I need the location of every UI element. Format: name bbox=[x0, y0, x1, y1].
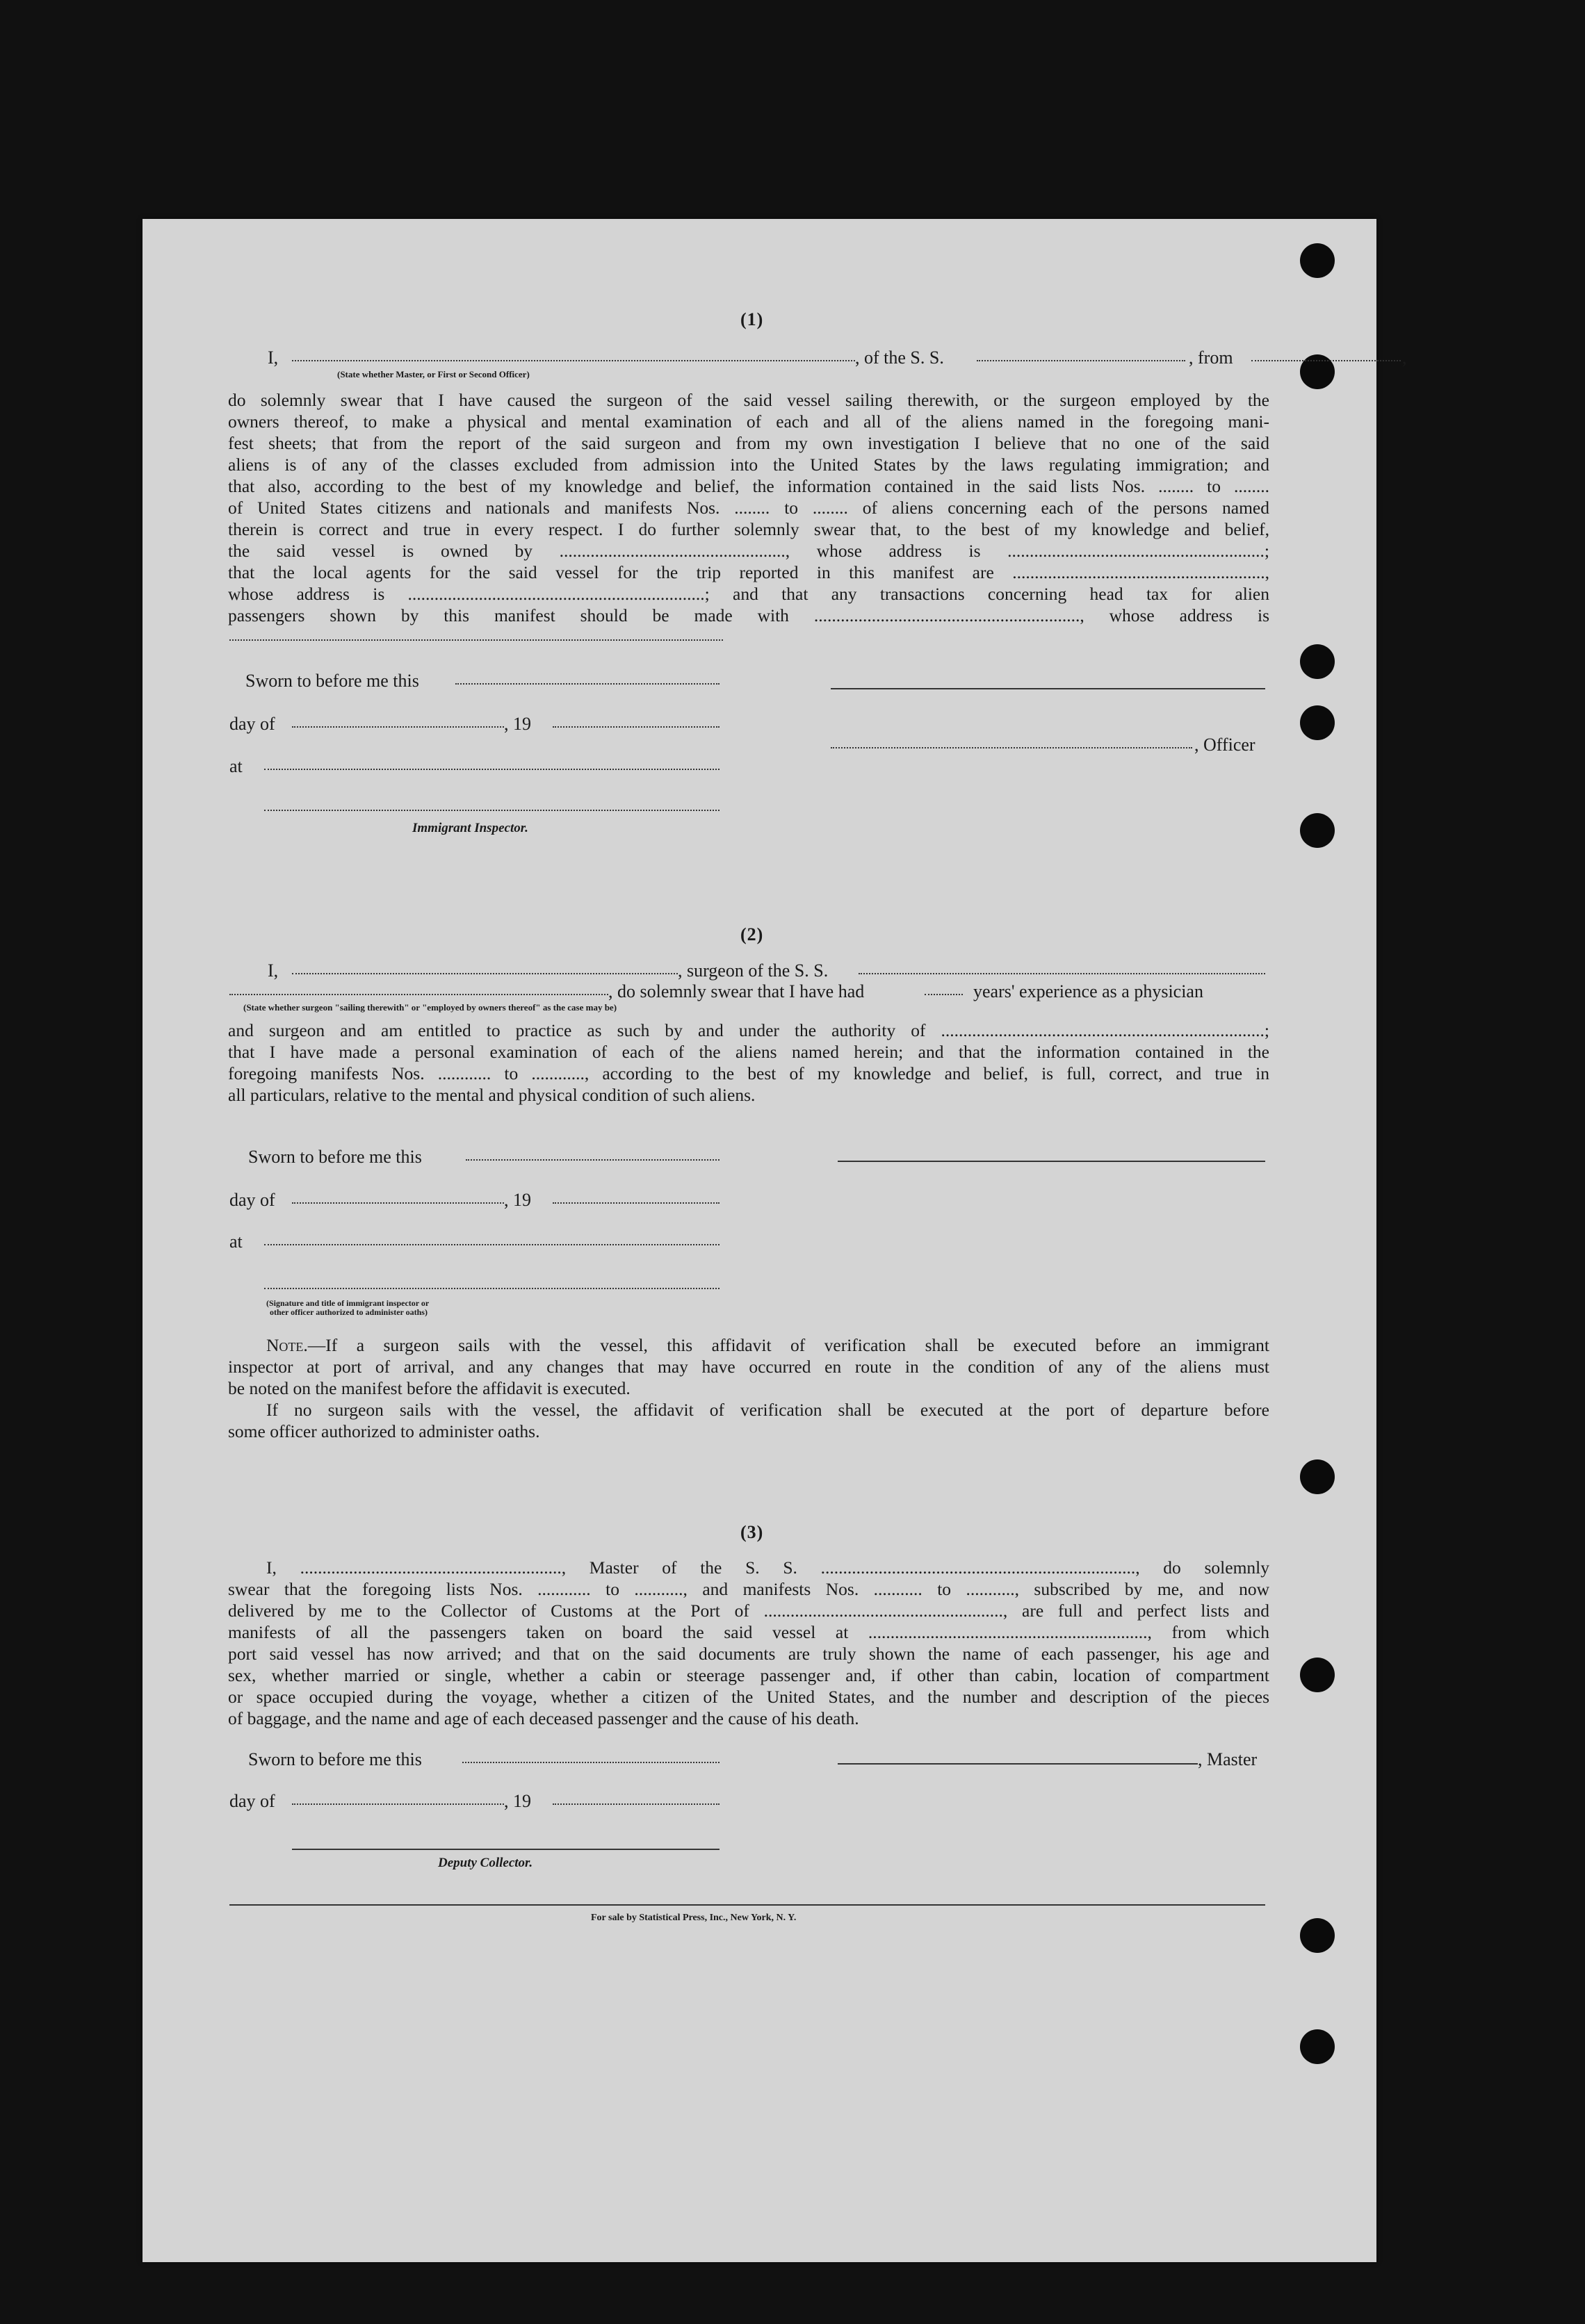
s2-signature-field[interactable] bbox=[264, 1288, 720, 1289]
s3-year-field[interactable] bbox=[553, 1803, 720, 1805]
s3-body-line: of baggage, and the name and age of each deceased passenger and the cause of his death. bbox=[228, 1708, 859, 1728]
s1-body-line: owners thereof, to make a physical and mental examination of each and all of the aliens named in the foregoing mani- bbox=[228, 411, 1269, 432]
s1-day-field[interactable] bbox=[292, 726, 504, 728]
section-2-number: (2) bbox=[740, 924, 764, 944]
punch-hole bbox=[1300, 1459, 1335, 1494]
s1-body-line: the said vessel is owned by ..................................................., whose address is ..........................................................; bbox=[228, 541, 1269, 561]
s1-body bbox=[228, 389, 1269, 626]
s1-comma: , bbox=[1402, 347, 1407, 368]
s3-body-line: delivered by me to the Collector of Customs at the Port of ......................................................, are full and perfect lists and bbox=[228, 1601, 1269, 1621]
s2-years-label: years' experience as a physician bbox=[973, 981, 1203, 1001]
s1-body-line: aliens is of any of the classes excluded from admission into the United States by the laws regulating immigration; and bbox=[228, 455, 1269, 475]
note-line: inspector at port of arrival, and any changes that may have occurred en route in the condition of any of the aliens must bbox=[228, 1357, 1269, 1377]
s2-body bbox=[228, 1020, 1269, 1106]
s2-body-line: foregoing manifests Nos. ............ to ............, according to the best of my knowledge and belief, is full, correct, and true in bbox=[228, 1063, 1269, 1083]
s2-years-field[interactable] bbox=[925, 994, 963, 995]
note-line: be noted on the manifest before the affidavit is executed. bbox=[228, 1378, 631, 1398]
note-line bbox=[228, 1334, 1269, 1356]
footer-imprint: For sale by Statistical Press, Inc., New York, N. Y. bbox=[591, 1913, 797, 1923]
s2-at-label: at bbox=[229, 1231, 243, 1252]
punch-hole bbox=[1300, 2029, 1335, 2064]
punch-hole bbox=[1300, 813, 1335, 848]
punch-hole bbox=[1300, 705, 1335, 740]
s1-i-label: I, bbox=[268, 347, 279, 368]
s2-i-label: I, bbox=[268, 960, 279, 981]
s2-day-field[interactable] bbox=[292, 1202, 504, 1204]
s1-officer-name-field[interactable] bbox=[831, 747, 1192, 748]
s1-at-field[interactable] bbox=[264, 769, 720, 770]
s1-officer-label: , Officer bbox=[1194, 735, 1255, 755]
s2-surgeon-label: , surgeon of the S. S. bbox=[678, 960, 829, 981]
s1-inspector-signature-field[interactable] bbox=[264, 810, 720, 811]
s3-master-label: , Master bbox=[1198, 1749, 1258, 1769]
s1-body-line: that also, according to the best of my knowledge and belief, the information contained in the said lists Nos. ........ to ........ bbox=[228, 476, 1269, 496]
s1-body-line: fest sheets; that from the report of the said surgeon and from my own investigation I believe that no one of the said bbox=[228, 433, 1269, 453]
s1-sworn-field[interactable] bbox=[455, 683, 720, 685]
s3-body-line: or space occupied during the voyage, whether a citizen of the United States, and the number and description of the pieces bbox=[228, 1687, 1269, 1707]
s1-inspector-caption: Immigrant Inspector. bbox=[412, 821, 528, 835]
note-label: Note. bbox=[266, 1335, 308, 1355]
s3-collector-signature-line[interactable] bbox=[292, 1849, 720, 1850]
s1-from-field[interactable] bbox=[1251, 360, 1401, 361]
s1-vessel-field[interactable] bbox=[977, 360, 1185, 361]
s1-at-label: at bbox=[229, 756, 243, 776]
note-text: —If a surgeon sails with the vessel, this affidavit of verification shall be executed before an immigrant bbox=[307, 1335, 1269, 1355]
s2-swear-label: , do solemnly swear that I have had bbox=[608, 981, 865, 1001]
s3-body-line: port said vessel has now arrived; and that on the said documents are truly shown the name of each passenger, his age and bbox=[228, 1644, 1269, 1664]
s2-body-line: that I have made a personal examination of each of the aliens named herein; and that the information contained in the bbox=[228, 1042, 1269, 1062]
s2-vessel-field[interactable] bbox=[859, 973, 1265, 974]
note-line: If no surgeon sails with the vessel, the affidavit of verification shall be executed at the port of departure before bbox=[266, 1400, 1269, 1420]
punch-hole bbox=[1300, 243, 1335, 278]
s2-at-field[interactable] bbox=[264, 1244, 720, 1245]
punch-hole bbox=[1300, 644, 1335, 679]
s2-surgeon-field[interactable] bbox=[292, 973, 678, 974]
s1-head-tax-address-field[interactable] bbox=[229, 639, 723, 641]
s3-day-field[interactable] bbox=[292, 1803, 504, 1805]
s1-sworn-label: Sworn to before me this bbox=[245, 671, 419, 691]
s2-sworn-field[interactable] bbox=[466, 1159, 720, 1161]
punch-hole bbox=[1300, 1918, 1335, 1953]
s3-day-of-label: day of bbox=[229, 1791, 275, 1811]
s1-year-field[interactable] bbox=[553, 726, 720, 728]
s3-year-label: , 19 bbox=[504, 1791, 531, 1811]
s2-sworn-label: Sworn to before me this bbox=[248, 1147, 422, 1167]
s1-year-label: , 19 bbox=[504, 714, 531, 734]
s1-officer-field[interactable] bbox=[292, 360, 855, 361]
s1-body-line: of United States citizens and nationals and manifests Nos. ........ to ........ of aliens concerning each of the persons named bbox=[228, 498, 1269, 518]
s1-day-of-label: day of bbox=[229, 714, 275, 734]
s3-body bbox=[228, 1557, 1269, 1729]
s1-body-line: that the local agents for the said vessel for the trip reported in this manifest are ........................................................., bbox=[228, 562, 1269, 582]
s1-caption: (State whether Master, or First or Second Officer) bbox=[337, 369, 530, 379]
s3-body-line: swear that the foregoing lists Nos. ............ to ..........., and manifests Nos. ........... to ..........., subscribed by me, and now bbox=[228, 1579, 1269, 1599]
s1-of-ss-label: , of the S. S. bbox=[855, 347, 944, 368]
s3-body-line: I, ..........................................................., Master of the S. S. ......................................................................., do solemnly bbox=[266, 1557, 1269, 1578]
s2-status-field[interactable] bbox=[229, 994, 608, 995]
s3-sworn-field[interactable] bbox=[462, 1762, 720, 1763]
s3-sworn-label: Sworn to before me this bbox=[248, 1749, 422, 1769]
s3-master-signature-line[interactable] bbox=[838, 1763, 1198, 1765]
s3-body-line: sex, whether married or single, whether a cabin or steerage passenger and, if other than cabin, location of compartment bbox=[228, 1665, 1269, 1685]
s3-body-line: manifests of all the passengers taken on board the said vessel at ..............................................................., from which bbox=[228, 1622, 1269, 1642]
s2-year-label: , 19 bbox=[504, 1190, 531, 1210]
footer-divider bbox=[229, 1904, 1265, 1906]
s1-body-line: whose address is ...................................................................; and that any transactions concerning head tax for alien bbox=[228, 584, 1269, 604]
s2-body-line: all particulars, relative to the mental and physical condition of such aliens. bbox=[228, 1085, 756, 1105]
s2-caption: (State whether surgeon "sailing therewith" or "employed by owners thereof" as the case may be) bbox=[243, 1002, 617, 1013]
note-block bbox=[228, 1334, 1269, 1442]
s3-collector-caption: Deputy Collector. bbox=[438, 1856, 533, 1870]
form-sheet bbox=[143, 219, 1407, 2262]
s2-body-line: and surgeon and am entitled to practice as such by and under the authority of .........................................................................; bbox=[228, 1020, 1269, 1040]
s1-body-line: therein is correct and true in every respect. I do further solemnly swear that, to the best of my knowledge and belief, bbox=[228, 519, 1269, 539]
section-1-number: (1) bbox=[740, 309, 764, 329]
s1-from-label: , from bbox=[1189, 347, 1233, 368]
s1-body-line: passengers shown by this manifest should be made with ............................................................, whose address is bbox=[228, 605, 1269, 625]
section-3-number: (3) bbox=[740, 1522, 764, 1542]
s2-year-field[interactable] bbox=[553, 1202, 720, 1204]
s2-signature-caption-1: (Signature and title of immigrant inspector or bbox=[266, 1298, 430, 1308]
s1-officer-signature-line[interactable] bbox=[831, 688, 1265, 689]
s2-surgeon-signature-line[interactable] bbox=[838, 1161, 1265, 1162]
punch-hole bbox=[1300, 1658, 1335, 1692]
s2-day-of-label: day of bbox=[229, 1190, 275, 1210]
note-line: some officer authorized to administer oaths. bbox=[228, 1421, 540, 1441]
s2-signature-caption-2: other officer authorized to administer oaths) bbox=[270, 1307, 428, 1317]
s1-body-line: do solemnly swear that I have caused the surgeon of the said vessel sailing therewith, or the surgeon employed by the bbox=[228, 390, 1269, 410]
